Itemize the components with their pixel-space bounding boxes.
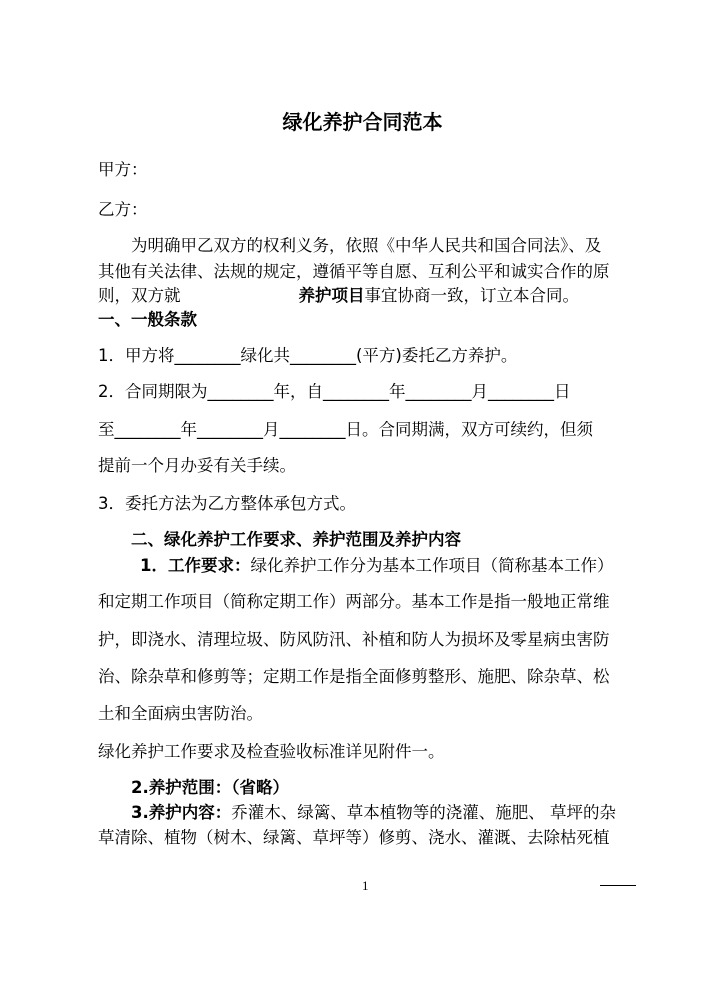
- maintenance-content-text: 乔灌木、绿篱、草本植物等的浇灌、施肥、 草坪的杂: [231, 803, 616, 822]
- section-1-heading: 一、一般条款: [98, 310, 197, 329]
- work-requirements-line-5: 土和全面病虫害防治。: [98, 704, 263, 723]
- project-label: 养护项目: [298, 286, 365, 305]
- clause-2-line-2: 至________年________月________日。合同期满，双方可续约，但须: [98, 420, 593, 439]
- intro-line-1: 为明确甲乙双方的权利义务，依照《中华人民共和国合同法》、及: [131, 236, 602, 255]
- intro-line-3: [98, 286, 579, 306]
- work-requirements-line-1: [140, 556, 613, 576]
- clause-2-line-3: 提前一个月办妥有关手续。: [98, 456, 296, 475]
- work-requirements-line-4: 治、除杂草和修剪等；定期工作是指全面修剪整形、施肥、除杂草、松: [98, 667, 610, 686]
- maintenance-content-label: 3.养护内容：: [131, 803, 232, 822]
- document-title: 绿化养护合同范本: [282, 110, 443, 134]
- clause-3: 3．委托方法为乙方整体承包方式。: [98, 494, 356, 513]
- intro-line-3-pre: 则，双方就: [98, 286, 181, 305]
- work-requirements-line-3: 护，即浇水、清理垃圾、防风防汛、补植和防人为损坏及零星病虫害防: [98, 630, 610, 649]
- maintenance-content-line-2: 草清除、植物（树木、绿篱、草坪等）修剪、浇水、灌溉、去除枯死植: [98, 828, 610, 847]
- work-requirements-line-2: 和定期工作项目（简称定期工作）两部分。基本工作是指一般地正常维: [98, 592, 610, 611]
- work-requirements-text: 绿化养护工作分为基本工作项目（简称基本工作）: [250, 556, 614, 575]
- inspection-standard-line: 绿化养护工作要求及检查验收标准详见附件一。: [98, 742, 445, 761]
- page-number: 1: [362, 878, 369, 893]
- clause-1: 1．甲方将________绿化共________(平方)委托乙方养护。: [98, 346, 518, 365]
- maintenance-content-line-1: [131, 803, 616, 823]
- work-requirements-label: 1．工作要求：: [140, 556, 251, 575]
- party-b-line: 乙方：: [98, 200, 148, 219]
- section-2-heading: 二、绿化养护工作要求、养护范围及养护内容: [131, 530, 461, 549]
- party-a-line: 甲方：: [98, 160, 148, 179]
- clause-2-line-1: 2．合同期限为________年，自________年________月________日: [98, 382, 571, 401]
- maintenance-scope: 2.养护范围：（省略）: [131, 778, 289, 797]
- footer-rule: [600, 885, 636, 886]
- intro-line-2: 其他有关法律、法规的规定，遵循平等自愿、互利公平和诚实合作的原: [98, 262, 610, 281]
- intro-line-3-post: 事宜协商一致，订立本合同。: [364, 286, 579, 305]
